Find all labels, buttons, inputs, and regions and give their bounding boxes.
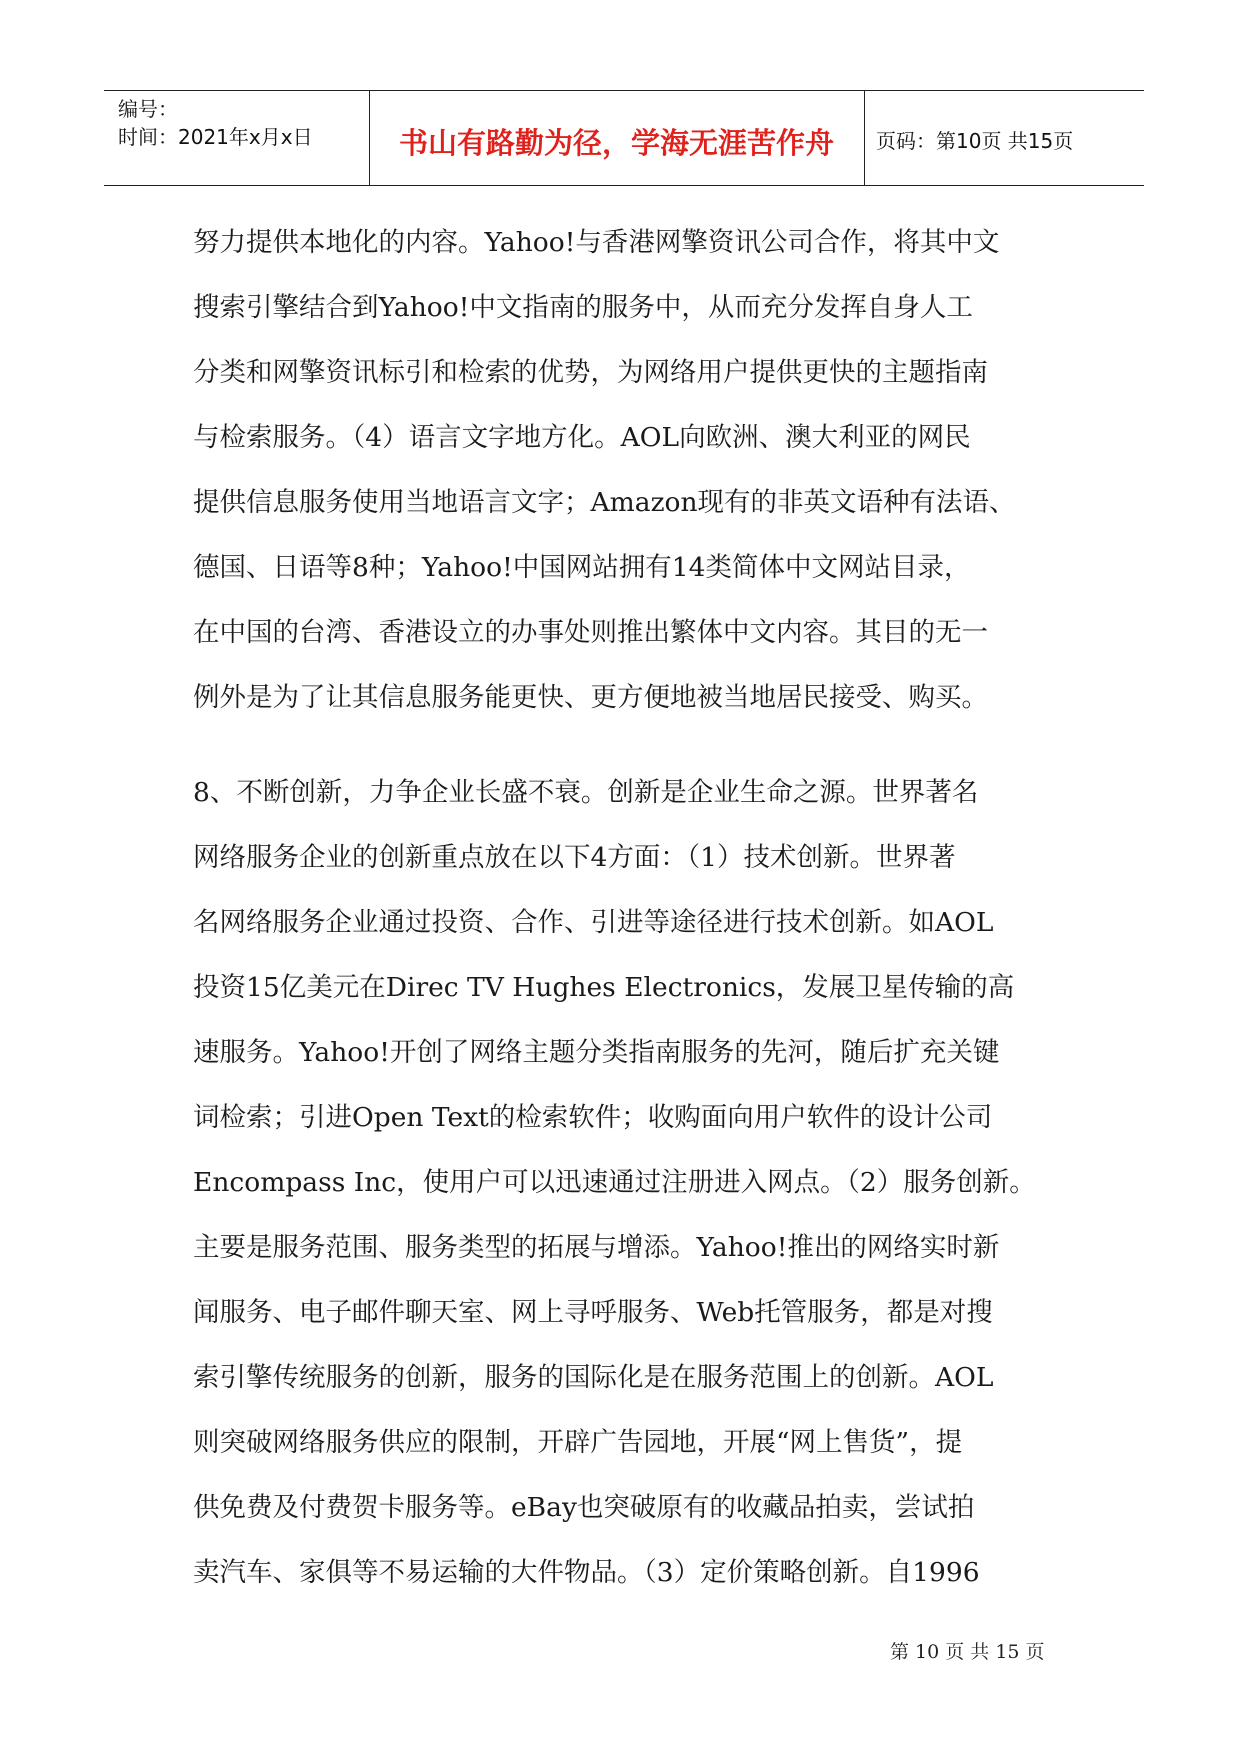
text-line: 在中国的台湾、香港设立的办事处则推出繁体中文内容。其目的无一 — [193, 617, 988, 648]
text-line: 8、不断创新，力争企业长盛不衰。创新是企业生命之源。世界著名 — [193, 777, 979, 808]
text-line: 努力提供本地化的内容。Yahoo!与香港网擎资讯公司合作，将其中文 — [193, 227, 1000, 258]
header-page-info: 页码：第10页 共15页 — [876, 129, 1074, 153]
document-number-label: 编号： — [118, 97, 178, 121]
document-header — [104, 90, 1144, 186]
text-line: 网络服务企业的创新重点放在以下4方面：（1）技术创新。世界著 — [193, 842, 956, 873]
header-page-cell — [864, 91, 1144, 185]
text-line: 索引擎传统服务的创新，服务的国际化是在服务范围上的创新。AOL — [193, 1362, 994, 1393]
header-meta-cell — [104, 91, 370, 185]
text-line: 则突破网络服务供应的限制，开辟广告园地，开展“网上售货”，提 — [193, 1427, 963, 1458]
page-footer: 第 10 页 共 15 页 — [890, 1641, 1045, 1663]
text-line: 主要是服务范围、服务类型的拓展与增添。Yahoo!推出的网络实时新 — [193, 1232, 1000, 1263]
document-body — [193, 218, 1073, 1613]
document-date-label: 时间：2021年x月x日 — [118, 125, 313, 149]
text-line: 德国、日语等8种；Yahoo!中国网站拥有14类简体中文网站目录， — [193, 552, 971, 583]
text-line: 词检索；引进Open Text的检索软件；收购面向用户软件的设计公司 — [193, 1102, 993, 1133]
paragraph-innovation — [193, 768, 1073, 1613]
header-motto: 书山有路勤为径，学海无涯苦作舟 — [398, 126, 834, 160]
text-line: 名网络服务企业通过投资、合作、引进等途径进行技术创新。如AOL — [193, 907, 994, 938]
text-line: Encompass Inc，使用户可以迅速通过注册进入网点。（2）服务创新。 — [193, 1167, 1036, 1198]
text-line: 例外是为了让其信息服务能更快、更方便地被当地居民接受、购买。 — [193, 682, 988, 713]
text-line: 速服务。Yahoo!开创了网络主题分类指南服务的先河，随后扩充关键 — [193, 1037, 1000, 1068]
paragraph-localization — [193, 218, 1073, 738]
text-line: 投资15亿美元在Direc TV Hughes Electronics，发展卫星传输的高 — [193, 972, 1015, 1003]
text-line: 闻服务、电子邮件聊天室、网上寻呼服务、Web托管服务，都是对搜 — [193, 1297, 993, 1328]
text-line: 卖汽车、家俱等不易运输的大件物品。（3）定价策略创新。自1996 — [193, 1557, 980, 1588]
text-line: 供免费及付费贺卡服务等。eBay也突破原有的收藏品拍卖，尝试拍 — [193, 1492, 975, 1523]
paragraph-gap — [193, 738, 1073, 768]
header-motto-cell — [369, 91, 865, 185]
text-line: 搜索引擎结合到Yahoo!中文指南的服务中，从而充分发挥自身人工 — [193, 292, 973, 323]
text-line: 与检索服务。（4）语言文字地方化。AOL向欧洲、澳大利亚的网民 — [193, 422, 971, 453]
text-line: 分类和网擎资讯标引和检索的优势，为网络用户提供更快的主题指南 — [193, 357, 988, 388]
text-line: 提供信息服务使用当地语言文字；Amazon现有的非英文语种有法语、 — [193, 487, 1016, 518]
